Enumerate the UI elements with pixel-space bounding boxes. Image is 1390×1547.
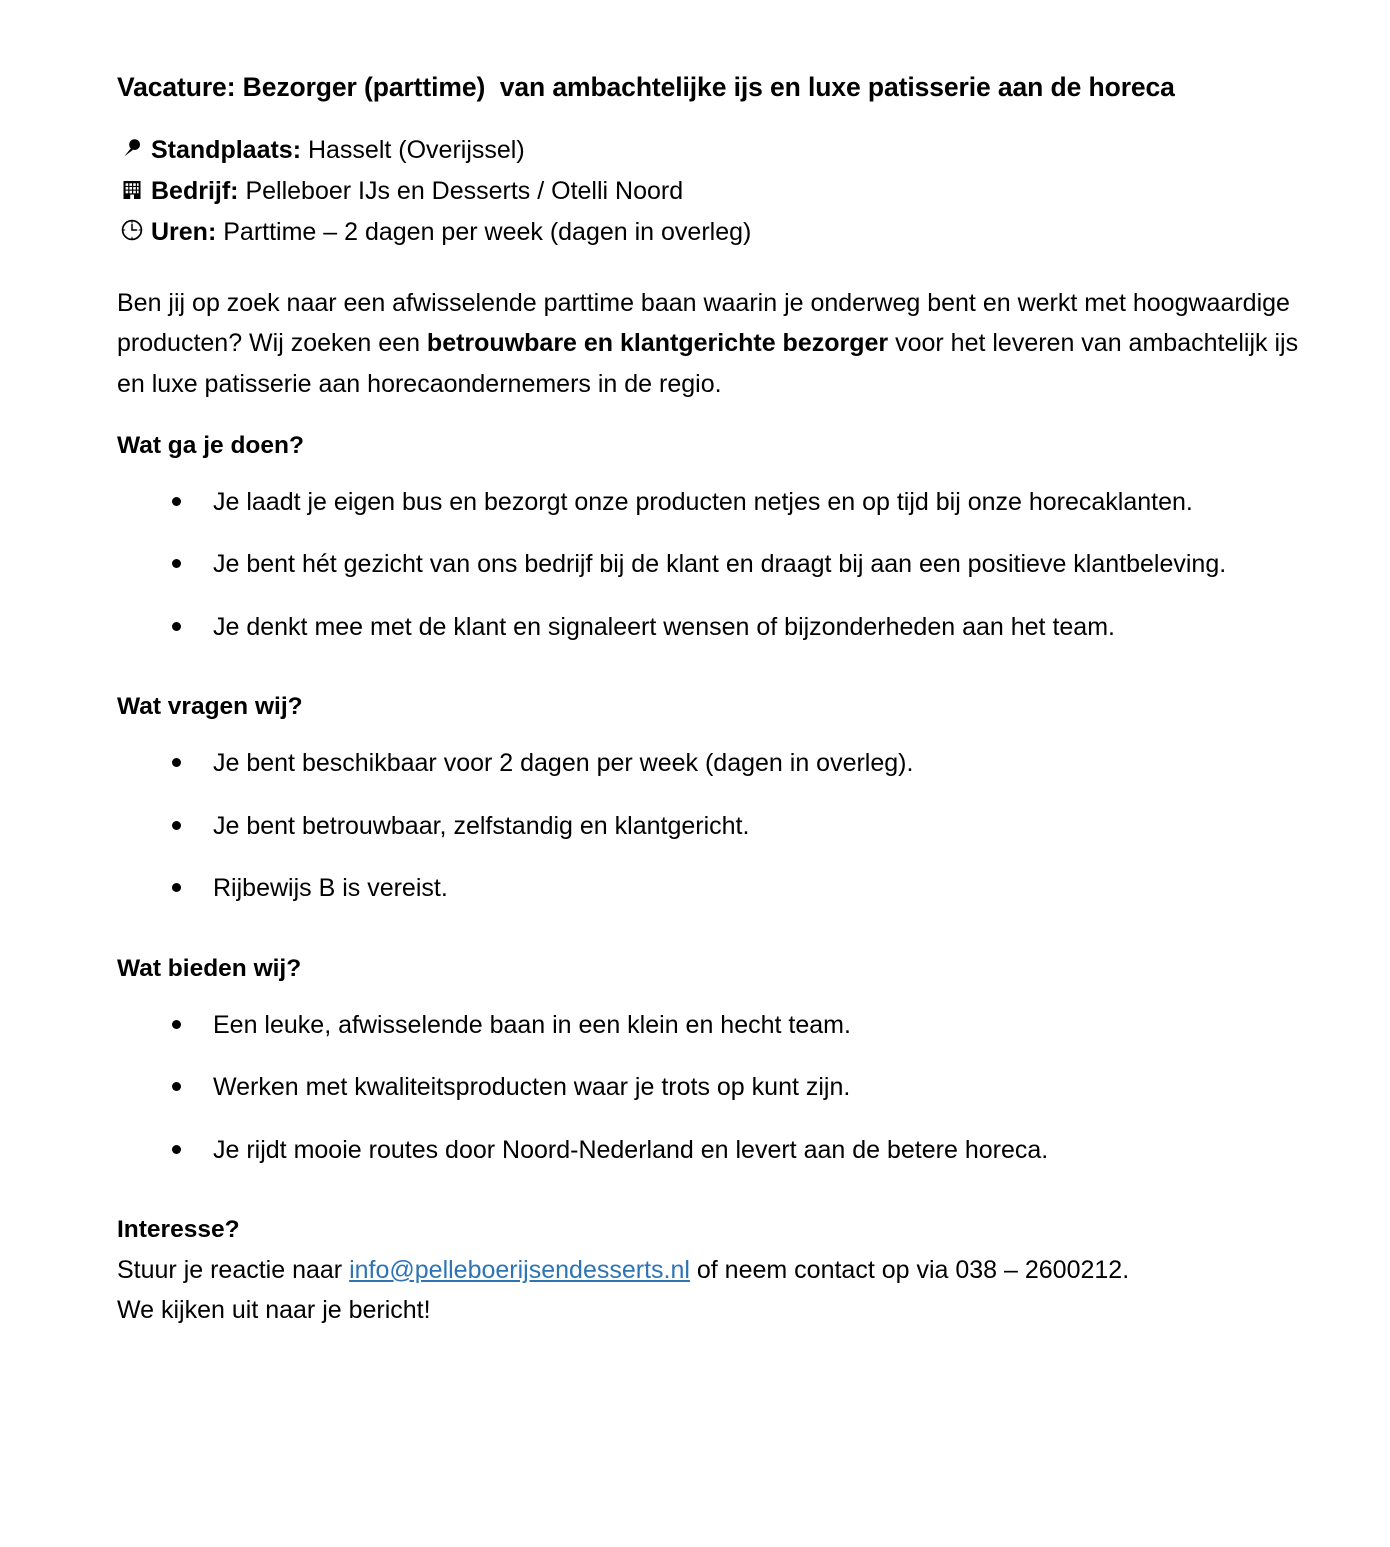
intro-text-part2: voor het leveren van ambachtelijk ijs en luxe patisserie aan horecaondernemers in de regio. [117, 329, 1299, 398]
meta-value-bedrijf: Pelleboer IJs en Desserts / Otelli Noord [238, 177, 684, 206]
list-item: Je denkt mee met de klant en signaleert wensen of bijzonderheden aan het team. [117, 607, 1330, 648]
intro-paragraph [117, 283, 1330, 405]
meta-row-uren [117, 212, 1330, 253]
section-spacer [117, 931, 1330, 953]
section-heading-wat-ga-je-doen: Wat ga je doen? [117, 432, 304, 460]
meta-row-standplaats [117, 130, 1330, 171]
meta-value-standplaats: Hasselt (Overijssel) [301, 136, 525, 165]
email-link[interactable]: info@pelleboerijsendesserts.nl [349, 1255, 690, 1284]
section-spacer [117, 669, 1330, 691]
meta-label-standplaats: Standplaats: [151, 136, 302, 165]
job-meta-block [117, 130, 1330, 252]
meta-row-bedrijf [117, 171, 1330, 212]
section-list-wat-vragen-wij [117, 743, 1330, 909]
list-item: Je rijdt mooie routes door Noord-Nederland en levert aan de betere horeca. [117, 1130, 1330, 1171]
section-heading-interesse: Interesse? [117, 1216, 240, 1244]
closing-text-before-link: Stuur je reactie naar [117, 1255, 350, 1284]
meta-label-bedrijf: Bedrijf: [151, 177, 239, 206]
section-heading-wat-bieden-wij: Wat bieden wij? [117, 954, 302, 982]
list-item: Rijbewijs B is vereist. [117, 868, 1330, 909]
intro-text-part1: Ben jij op zoek naar een afwisselende parttime baan waarin je onderweg bent en werkt met hoogwaardige producten? Wij zoeken een [117, 288, 1290, 358]
list-item: Je bent betrouwbaar, zelfstandig en klantgericht. [117, 806, 1330, 847]
building-icon [117, 178, 147, 203]
section-heading-wat-vragen-wij: Wat vragen wij? [117, 693, 303, 721]
list-item: Werken met kwaliteitsproducten waar je trots op kunt zijn. [117, 1067, 1330, 1108]
document-body [117, 72, 1330, 1331]
clock-icon [117, 217, 147, 242]
section-list-wat-bieden-wij [117, 1005, 1330, 1171]
closing-text-after-link: of neem contact op via 038 – 2600212. [689, 1255, 1130, 1284]
list-item: Je laadt je eigen bus en bezorgt onze producten netjes en op tijd bij onze horecaklanten. [117, 482, 1330, 523]
meta-label-uren: Uren: [151, 217, 217, 246]
meta-value-uren: Parttime – 2 dagen per week (dagen in overleg) [216, 217, 752, 246]
pushpin-icon [117, 136, 147, 161]
intro-text-bold: betrouwbare en klantgerichte bezorger [426, 329, 889, 358]
list-item: Een leuke, afwisselende baan in een klein en hecht team. [117, 1005, 1330, 1046]
list-item: Je bent hét gezicht van ons bedrijf bij de klant en draagt bij aan een positieve klantbeleving. [117, 544, 1330, 585]
page-title: Vacature: Bezorger (parttime) van ambachtelijke ijs en luxe patisserie aan de horeca [117, 72, 1175, 102]
section-list-wat-ga-je-doen [117, 482, 1330, 648]
list-item: Je bent beschikbaar voor 2 dagen per week (dagen in overleg). [117, 743, 1330, 784]
closing-last-line: We kijken uit naar je bericht! [117, 1296, 431, 1325]
section-spacer [117, 1192, 1330, 1214]
closing-paragraph [117, 1250, 1330, 1291]
